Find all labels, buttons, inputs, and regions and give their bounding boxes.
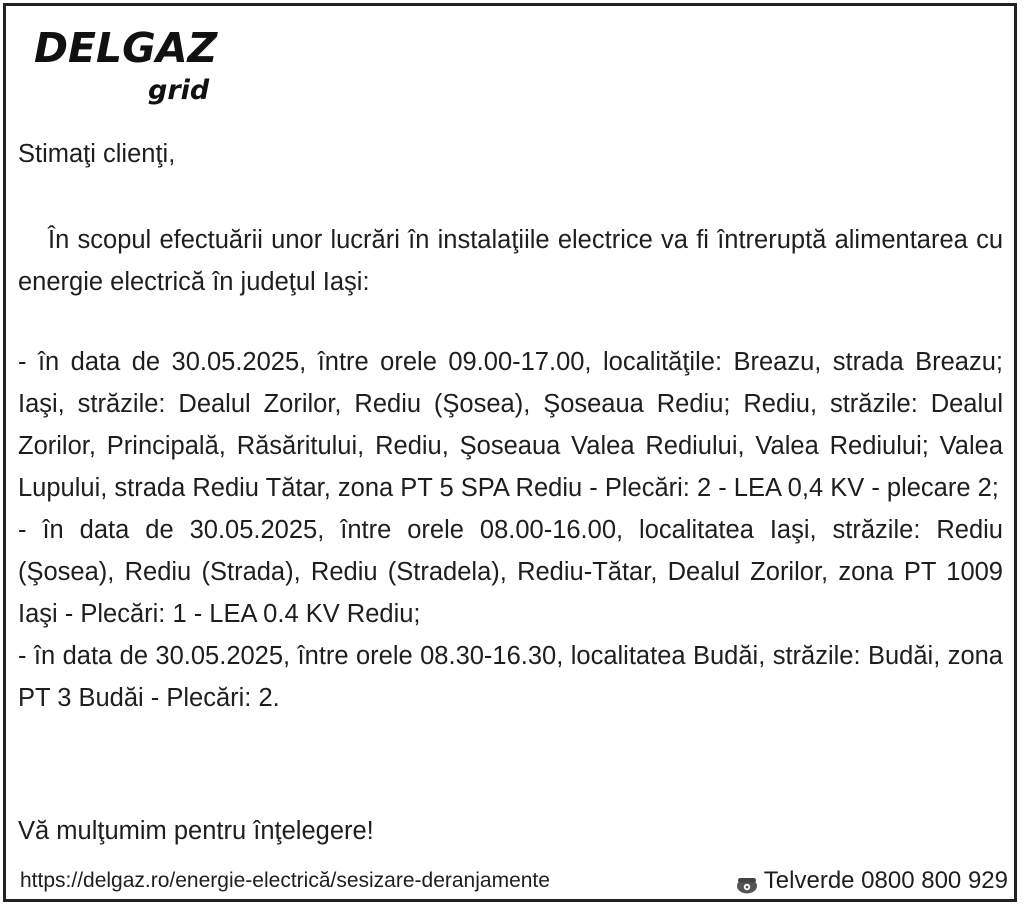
telephone-icon (736, 872, 758, 890)
greeting: Stimaţi clienţi, (18, 140, 176, 168)
interruption-item: - în data de 30.05.2025, între orele 09.00-17.00, localităţile: Breazu, strada Breazu; Iaşi, străzile: Dealul Zorilor, Rediu (Şosea), Şoseaua Rediu; Rediu, străzile: Dealul Zorilor, Principală, Răsăritului, Rediu, Şoseaua Valea Rediului, Valea Rediului; Valea Lupului, strada Rediu Tătar, zona PT 5 SPA Rediu - Plecări: 2 - LEA 0,4 KV - plecare 2; (18, 348, 1003, 502)
phone-number[interactable]: Telverde 0800 800 929 (763, 867, 1008, 894)
thanks-line: Vă mulţumim pentru înţelegere! (18, 817, 374, 845)
logo-main-text: DELGAZ (34, 24, 218, 72)
interruption-item: - în data de 30.05.2025, între orele 08.00-16.00, localitatea Iaşi, străzile: Rediu (Şosea), Rediu (Strada), Rediu (Stradela), Rediu-Tătar, Dealul Zorilor, zona PT 1009 Iaşi - Plecări: 1 - LEA 0.4 KV Rediu; (18, 516, 1003, 628)
intro-paragraph: În scopul efectuării unor lucrări în instalaţiile electrice va fi întreruptă alimentarea cu energie electrică în judeţul Iaşi: (18, 226, 1003, 296)
logo-sub-text: grid (148, 75, 210, 106)
footer-url[interactable]: https://delgaz.ro/energie-electrică/sesizare-deranjamente (20, 869, 550, 892)
footer-phone (736, 866, 1008, 896)
interruption-item: - în data de 30.05.2025, între orele 08.30-16.30, localitatea Budăi, străzile: Budăi, zona PT 3 Budăi - Plecări: 2. (18, 642, 1003, 712)
delgaz-grid-logo (34, 24, 234, 112)
interruption-list (18, 341, 1003, 719)
